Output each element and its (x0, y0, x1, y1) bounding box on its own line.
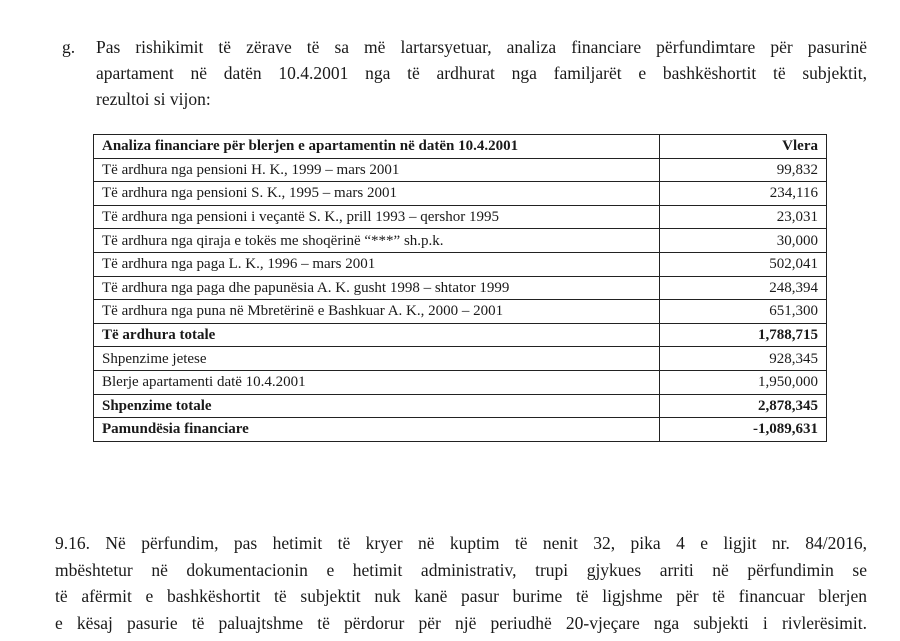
table-row (94, 394, 827, 418)
table-row (94, 158, 827, 182)
paragraph-marker: g. (62, 37, 76, 57)
row-label: Të ardhura nga puna në Mbretërinë e Bashkuar A. K., 2000 – 2001 (94, 300, 660, 324)
table-row (94, 229, 827, 253)
paragraph-g-text (96, 34, 867, 112)
row-value: 1,788,715 (660, 323, 827, 347)
row-value: 2,878,345 (660, 394, 827, 418)
row-value: 248,394 (660, 276, 827, 300)
paragraph-g (62, 34, 867, 112)
row-value: 99,832 (660, 158, 827, 182)
row-value: 234,116 (660, 182, 827, 206)
table-row (94, 205, 827, 229)
header-value: Vlera (660, 135, 827, 159)
row-value: 1,950,000 (660, 370, 827, 394)
row-label: Të ardhura totale (94, 323, 660, 347)
paragraph-line: mbështetur në dokumentacionin e hetimit administrativ, trupi gjykues arriti në përfundimin se (55, 559, 867, 580)
table-body (94, 158, 827, 441)
row-label: Të ardhura nga qiraja e tokës me shoqërinë “***” sh.p.k. (94, 229, 660, 253)
table-row (94, 347, 827, 371)
row-label: Të ardhura nga pensioni H. K., 1999 – mars 2001 (94, 158, 660, 182)
row-label: Të ardhura nga paga L. K., 1996 – mars 2001 (94, 252, 660, 276)
row-value: 502,041 (660, 252, 827, 276)
row-label: Shpenzime jetese (94, 347, 660, 371)
row-value: 23,031 (660, 205, 827, 229)
table-row (94, 300, 827, 324)
row-label: Pamundësia financiare (94, 418, 660, 442)
table-row (94, 370, 827, 394)
row-label: Të ardhura nga pensioni S. K., 1995 – mars 2001 (94, 182, 660, 206)
row-label: Blerje apartamenti datë 10.4.2001 (94, 370, 660, 394)
table-row (94, 182, 827, 206)
paragraph-9-16 (55, 530, 867, 636)
paragraph-line: e kësaj pasurie të paluajtshme të përdorur për një periudhë 20-vjeçare nga subjekti i rivlerësimit. (55, 612, 867, 633)
row-label: Shpenzime totale (94, 394, 660, 418)
row-label: Të ardhura nga paga dhe papunësia A. K. gusht 1998 – shtator 1999 (94, 276, 660, 300)
header-label: Analiza financiare për blerjen e apartamentin në datën 10.4.2001 (94, 135, 660, 159)
table-row (94, 323, 827, 347)
row-value: 651,300 (660, 300, 827, 324)
row-value: 30,000 (660, 229, 827, 253)
paragraph-line: Pas rishikimit të zërave të sa më lartarsyetuar, analiza financiare përfundimtare për pasurinë (96, 37, 867, 57)
paragraph-line: apartament në datën 10.4.2001 nga të ardhurat nga familjarët e bashkëshortit të subjektit, (96, 63, 867, 83)
paragraph-line: 9.16. Në përfundim, pas hetimit të kryer në kuptim të nenit 32, pika 4 e ligjit nr. 84/2016, (55, 533, 867, 553)
row-value: -1,089,631 (660, 418, 827, 442)
row-value: 928,345 (660, 347, 827, 371)
table-row (94, 276, 827, 300)
paragraph-line: të afërmit e bashkëshortit të subjektit nuk kanë pasur burime të ligjshme për të financuar blerjen (55, 586, 867, 606)
paragraph-line: rezultoi si vijon: (96, 89, 211, 109)
financial-analysis-table (93, 134, 827, 442)
table-row (94, 418, 827, 442)
table-row (94, 252, 827, 276)
row-label: Të ardhura nga pensioni i veçantë S. K., prill 1993 – qershor 1995 (94, 205, 660, 229)
table-header-row (94, 135, 827, 159)
